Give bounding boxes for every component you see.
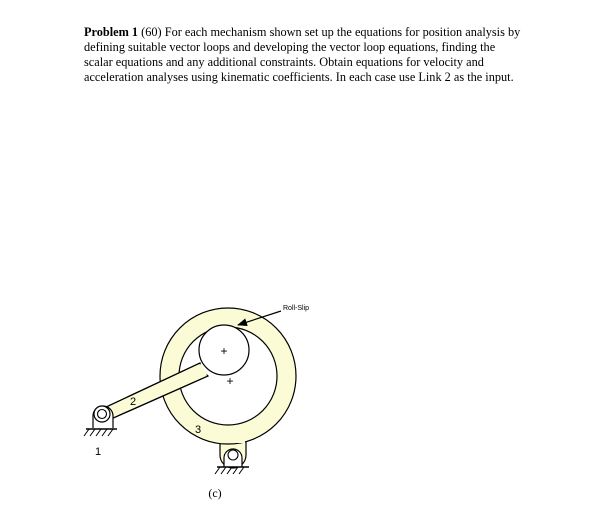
ring-lug-joint-cover — [221, 438, 245, 443]
problem-line-2: defining suitable vector loops and developing the vector loop equations, finding the — [84, 40, 496, 54]
plus-mark-roller: + — [220, 344, 228, 358]
pin-bottom — [228, 450, 238, 460]
roll-slip-label: Roll-Slip — [283, 305, 310, 312]
problem-text-1: For each mechanism shown set up the equations for position analysis by — [164, 25, 521, 39]
link-label-1: 1 — [95, 446, 102, 458]
problem-points: (60) — [141, 25, 162, 39]
link-label-2: 2 — [130, 396, 137, 408]
problem-heading: Problem 1 — [84, 25, 139, 39]
ground-pivot-left — [84, 406, 117, 436]
plus-mark-ring: + — [226, 374, 234, 388]
problem-line-3: scalar equations and any additional constraints. Obtain equations for velocity and — [84, 55, 484, 69]
problem-line-4: acceleration analyses using kinematic coefficients. In each case use Link 2 as the input. — [84, 70, 514, 84]
figure-caption: (c) — [208, 486, 222, 500]
ground-hatch-left — [84, 429, 113, 436]
pin-inner-left — [98, 410, 107, 419]
link-label-3: 3 — [195, 424, 202, 436]
